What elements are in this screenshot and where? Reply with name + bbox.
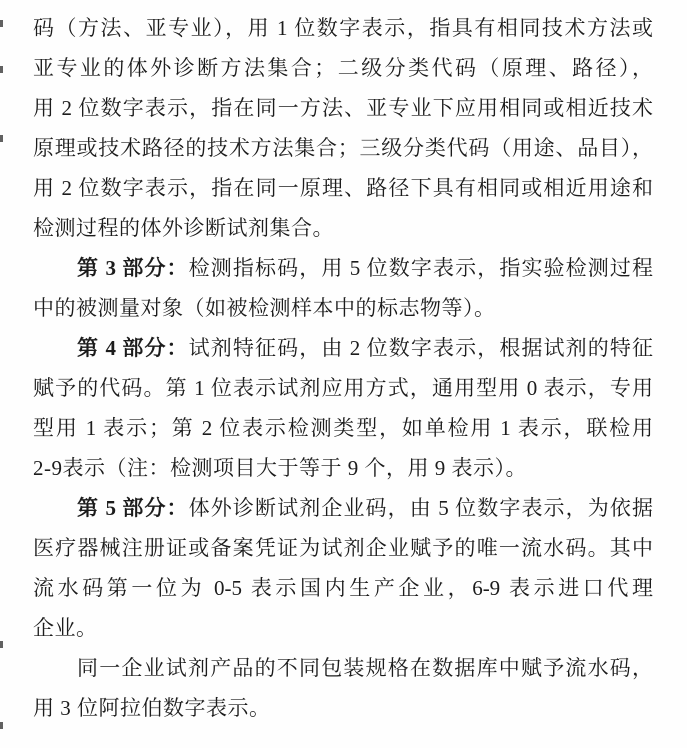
line-text: 检测过程的体外诊断试剂集合。 — [33, 216, 334, 240]
line-text: 亚专业的体外诊断方法集合；二级分类代码（原理、路径）， — [33, 56, 653, 80]
text-line — [33, 408, 653, 448]
section-label: 第 5 部分： — [77, 496, 189, 520]
line-text: 原理或技术路径的技术方法集合；三级分类代码（用途、品目）， — [33, 136, 653, 160]
line-text: 企业。 — [33, 616, 98, 640]
text-line — [33, 128, 653, 168]
line-text: 流水码第一位为 0-5 表示国内生产企业，6-9 表示进口代理 — [33, 576, 653, 600]
text-line — [33, 368, 653, 408]
text-line — [33, 248, 653, 288]
line-text: 码（方法、亚专业），用 1 位数字表示，指具有相同技术方法或 — [33, 16, 653, 40]
text-line — [33, 48, 653, 88]
text-line — [33, 608, 653, 648]
body-text — [33, 8, 653, 728]
scan-artifact — [0, 641, 3, 648]
line-text: 体外诊断试剂企业码，由 5 位数字表示，为依据 — [188, 496, 654, 520]
scan-artifact — [0, 722, 3, 729]
scan-artifact — [0, 66, 3, 73]
line-text: 用 2 位数字表示，指在同一方法、亚专业下应用相同或相近技术 — [33, 96, 653, 120]
section-label: 第 3 部分： — [77, 256, 189, 280]
text-line — [33, 568, 653, 608]
text-line — [33, 328, 653, 368]
line-text: 检测指标码，用 5 位数字表示，指实验检测过程 — [188, 256, 654, 280]
line-text: 用 2 位数字表示，指在同一原理、路径下具有相同或相近用途和 — [33, 176, 653, 200]
line-text: 试剂特征码，由 2 位数字表示，根据试剂的特征 — [188, 336, 654, 360]
text-line — [33, 528, 653, 568]
text-line — [33, 488, 653, 528]
line-text: 2-9表示（注：检测项目大于等于 9 个，用 9 表示）。 — [33, 456, 527, 480]
section-label: 第 4 部分： — [77, 336, 189, 360]
line-text: 赋予的代码。第 1 位表示试剂应用方式，通用型用 0 表示，专用 — [33, 376, 653, 400]
scan-artifact — [0, 135, 3, 142]
line-text: 用 3 位阿拉伯数字表示。 — [33, 696, 271, 720]
text-line — [33, 208, 653, 248]
line-text: 中的被测量对象（如被检测样本中的标志物等）。 — [33, 296, 496, 320]
text-line — [33, 648, 653, 688]
line-text: 医疗器械注册证或备案凭证为试剂企业赋予的唯一流水码。其中 — [33, 536, 653, 560]
text-line — [33, 88, 653, 128]
text-line — [33, 688, 653, 728]
line-text: 型用 1 表示；第 2 位表示检测类型，如单检用 1 表示，联检用 — [33, 416, 653, 440]
text-line — [33, 288, 653, 328]
line-text: 同一企业试剂产品的不同包装规格在数据库中赋予流水码， — [77, 656, 653, 680]
text-line — [33, 448, 653, 488]
text-line — [33, 8, 653, 48]
text-line — [33, 168, 653, 208]
scan-artifact — [0, 20, 3, 27]
